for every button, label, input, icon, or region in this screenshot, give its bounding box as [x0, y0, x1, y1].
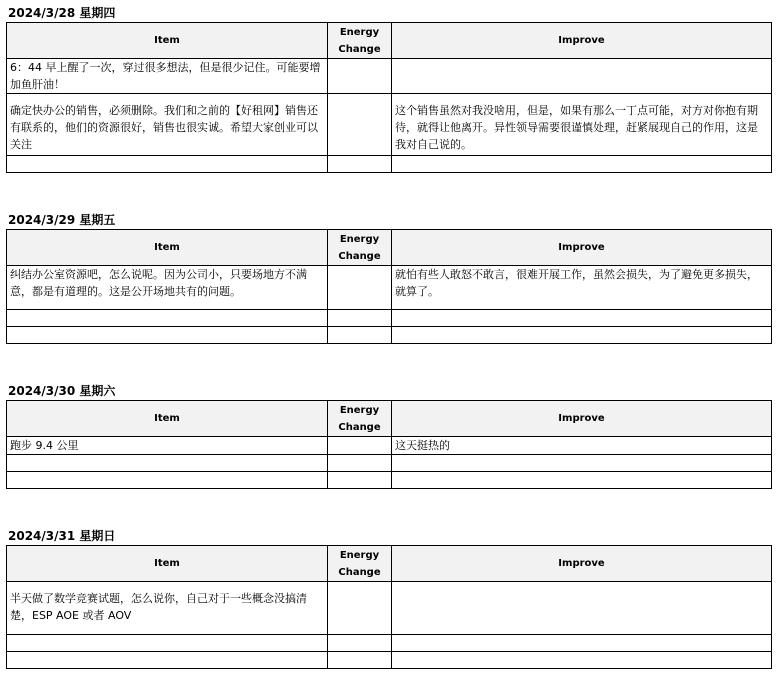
improve-cell[interactable]: 这个销售虽然对我没啥用，但是，如果有那么一丁点可能，对方对你抱有期待，就得让他离开。异性领导需要很谨慎处理，赶紧展现自己的作用，这是我对自己说的。 [392, 94, 772, 156]
day-table [6, 229, 772, 344]
table-row [7, 455, 772, 472]
day-date-title: 2024/3/30 星期六 [8, 384, 116, 398]
item-cell[interactable] [7, 327, 328, 344]
table-row [7, 472, 772, 489]
improve-column-header: Improve [392, 230, 772, 266]
day-section-0331 [6, 529, 771, 669]
item-cell[interactable]: 跑步 9.4 公里 [7, 437, 328, 455]
energy-column-header [328, 23, 392, 59]
improve-column-header: Improve [392, 401, 772, 437]
improve-column-header: Improve [392, 546, 772, 582]
item-cell[interactable]: 半天做了数学竞赛试题，怎么说你，自己对于一些概念没搞清楚，ESP AOE 或者 AOV [7, 582, 328, 635]
item-cell[interactable]: 纠结办公室资源吧，怎么说呢。因为公司小，只要场地方不满意，都是有道理的。这是公开场地共有的问题。 [7, 266, 328, 310]
table-row [7, 310, 772, 327]
item-column-header: Item [7, 230, 328, 266]
energy-column-header [328, 401, 392, 437]
energy-column-header [328, 546, 392, 582]
item-column-header: Item [7, 23, 328, 59]
table-row [7, 327, 772, 344]
table-row [7, 59, 772, 94]
item-cell[interactable]: 6：44 早上醒了一次，穿过很多想法，但是很少记住。可能要增加鱼肝油！ [7, 59, 328, 94]
energy-cell[interactable] [328, 266, 392, 310]
energy-header-line2: Change [338, 421, 381, 433]
improve-cell[interactable] [392, 652, 772, 669]
energy-cell[interactable] [328, 327, 392, 344]
day-section-0330 [6, 384, 771, 489]
day-section-0328 [6, 6, 771, 173]
energy-header-line2: Change [338, 43, 381, 55]
improve-cell[interactable]: 这天挺热的 [392, 437, 772, 455]
energy-cell[interactable] [328, 94, 392, 156]
improve-cell[interactable] [392, 635, 772, 652]
energy-column-header [328, 230, 392, 266]
day-date-title: 2024/3/31 星期日 [8, 529, 116, 543]
improve-cell[interactable] [392, 59, 772, 94]
improve-cell[interactable] [392, 156, 772, 173]
item-cell[interactable] [7, 310, 328, 327]
table-header-row [7, 401, 772, 437]
table-header-row [7, 546, 772, 582]
improve-column-header: Improve [392, 23, 772, 59]
table-row [7, 266, 772, 310]
item-cell[interactable] [7, 652, 328, 669]
improve-cell[interactable] [392, 472, 772, 489]
item-cell[interactable] [7, 455, 328, 472]
improve-cell[interactable] [392, 310, 772, 327]
item-cell[interactable]: 确定快办公的销售，必须删除。我们和之前的【好租网】销售还有联系的，他们的资源很好，销售也很实诚。希望大家创业可以关注 [7, 94, 328, 156]
table-row [7, 652, 772, 669]
energy-cell[interactable] [328, 455, 392, 472]
table-row [7, 437, 772, 455]
table-row [7, 156, 772, 173]
table-row [7, 94, 772, 156]
table-row [7, 582, 772, 635]
energy-cell[interactable] [328, 582, 392, 635]
table-row [7, 635, 772, 652]
table-header-row [7, 23, 772, 59]
energy-header-line1: Energy [339, 233, 380, 245]
day-section-0329 [6, 213, 771, 344]
day-date-title: 2024/3/29 星期五 [8, 213, 116, 227]
improve-cell[interactable] [392, 582, 772, 635]
energy-header-line1: Energy [339, 26, 380, 38]
table-header-row [7, 230, 772, 266]
energy-header-line1: Energy [339, 549, 380, 561]
day-table [6, 400, 772, 489]
item-cell[interactable] [7, 635, 328, 652]
item-column-header: Item [7, 546, 328, 582]
energy-cell[interactable] [328, 635, 392, 652]
energy-cell[interactable] [328, 652, 392, 669]
item-column-header: Item [7, 401, 328, 437]
energy-cell[interactable] [328, 472, 392, 489]
energy-cell[interactable] [328, 437, 392, 455]
item-cell[interactable] [7, 156, 328, 173]
energy-header-line1: Energy [339, 404, 380, 416]
item-cell[interactable] [7, 472, 328, 489]
energy-cell[interactable] [328, 59, 392, 94]
improve-cell[interactable] [392, 455, 772, 472]
energy-cell[interactable] [328, 310, 392, 327]
improve-cell[interactable] [392, 327, 772, 344]
energy-header-line2: Change [338, 250, 381, 262]
improve-cell[interactable]: 就怕有些人敢怒不敢言，很难开展工作，虽然会损失，为了避免更多损失，就算了。 [392, 266, 772, 310]
day-table [6, 545, 772, 669]
energy-header-line2: Change [338, 566, 381, 578]
day-table [6, 22, 772, 173]
day-date-title: 2024/3/28 星期四 [8, 6, 116, 20]
energy-cell[interactable] [328, 156, 392, 173]
